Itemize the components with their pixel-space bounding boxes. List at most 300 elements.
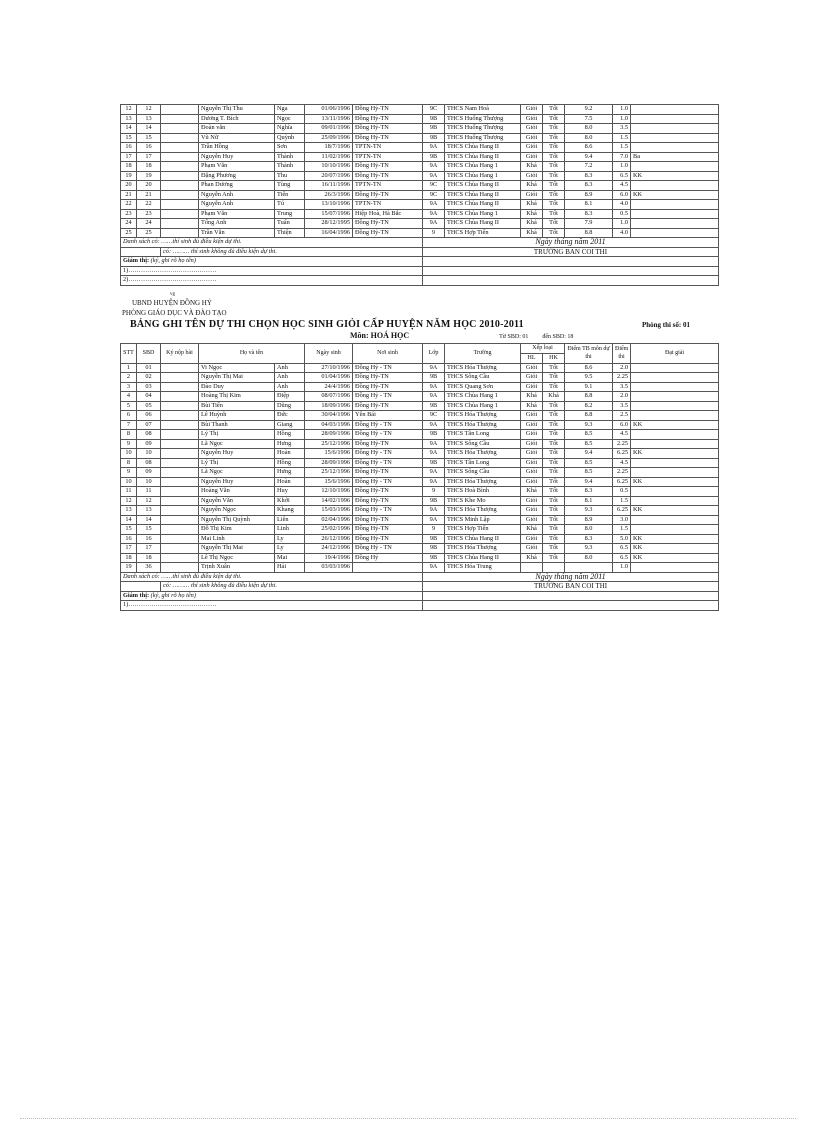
- table-row: [121, 143, 719, 153]
- report-title: BẢNG GHI TÊN DỰ THI CHỌN HỌC SINH GIỎI CẤP HUYỆN NĂM HỌC 2010-2011: [130, 318, 524, 330]
- cell-sign: [161, 171, 199, 181]
- cell-first-name: Nga: [275, 105, 305, 115]
- cell-pob: Đồng Hỷ: [353, 553, 423, 563]
- cell-sbd: 18: [137, 162, 161, 172]
- cell-class: 9B: [423, 152, 445, 162]
- cell-avg: 7.2: [565, 162, 613, 172]
- cell-stt: 25: [121, 228, 137, 238]
- cell-sbd: 17: [137, 152, 161, 162]
- cell-score: 4.5: [613, 181, 631, 191]
- cell-sign: [161, 200, 199, 210]
- table-row: [121, 105, 719, 115]
- cell-avg: 8.5: [565, 439, 613, 449]
- cell-score: 6.5: [613, 553, 631, 563]
- cell-prize: KK: [631, 506, 719, 516]
- date-line: Ngày tháng năm 2011: [423, 572, 719, 582]
- cell-class: 9B: [423, 124, 445, 134]
- table-row: [121, 152, 719, 162]
- cell-school: THCS Sông Cầu: [445, 468, 521, 478]
- cell-prize: [631, 468, 719, 478]
- cell-sign: [161, 392, 199, 402]
- table-row: [121, 496, 719, 506]
- cell-avg: 8.2: [565, 401, 613, 411]
- cell-stt: 16: [121, 143, 137, 153]
- table-row: [121, 200, 719, 210]
- cell-class: 9A: [423, 209, 445, 219]
- cell-hk: Tốt: [543, 124, 565, 134]
- cell-hl: Giỏi: [521, 363, 543, 373]
- cell-prize: [631, 525, 719, 535]
- cell-class: 9B: [423, 373, 445, 383]
- cell-hk: Khá: [543, 392, 565, 402]
- cell-hk: Tốt: [543, 200, 565, 210]
- cell-first-name: Ngọc: [275, 114, 305, 124]
- cell-dob: 25/09/1996: [305, 133, 353, 143]
- cell-dob: 27/10/1996: [305, 363, 353, 373]
- cell-school: THCS Hóa Thượng: [445, 411, 521, 421]
- cell-school: THCS Chùa Hang II: [445, 190, 521, 200]
- cell-class: 9C: [423, 411, 445, 421]
- cell-sbd: 05: [137, 401, 161, 411]
- board-label: TRƯỞNG BAN COI THI: [423, 247, 719, 257]
- cell-sign: [161, 563, 199, 573]
- cell-first-name: Hưng: [275, 439, 305, 449]
- cell-score: 3.5: [613, 382, 631, 392]
- cell-sbd: 10: [137, 477, 161, 487]
- table-row: [121, 468, 719, 478]
- cell-name: Nguyễn Thị Mai: [199, 373, 275, 383]
- cell-dob: 28/09/1996: [305, 458, 353, 468]
- cell-first-name: Hoàn: [275, 477, 305, 487]
- cell-dob: 02/04/1996: [305, 515, 353, 525]
- cell-prize: KK: [631, 477, 719, 487]
- cell-prize: [631, 133, 719, 143]
- cell-first-name: Hoàn: [275, 449, 305, 459]
- cell-sbd: 15: [137, 525, 161, 535]
- cell-sbd: 01: [137, 363, 161, 373]
- cell-class: 9C: [423, 105, 445, 115]
- examiners-note: (ký, ghi rõ họ tên): [150, 591, 196, 599]
- cell-dob: 26/12/1996: [305, 534, 353, 544]
- cell-pob: TPTN-TN: [353, 152, 423, 162]
- cell-dob: 15/03/1996: [305, 506, 353, 516]
- cell-pob: Đồng Hỷ-TN: [353, 525, 423, 535]
- cell-sign: [161, 363, 199, 373]
- cell-hk: Tốt: [543, 525, 565, 535]
- cell-hl: Giỏi: [521, 449, 543, 459]
- cell-stt: 17: [121, 152, 137, 162]
- cell-dob: 14/02/1996: [305, 496, 353, 506]
- cell-school: THCS Nam Hoà: [445, 105, 521, 115]
- cell-dob: 01/06/1996: [305, 105, 353, 115]
- cell-name: Lã Ngọc: [199, 468, 275, 478]
- cell-first-name: Mai: [275, 553, 305, 563]
- table-row: [121, 563, 719, 573]
- stray-mark: vg: [170, 291, 175, 297]
- cell-score: 2.25: [613, 439, 631, 449]
- cell-prize: [631, 105, 719, 115]
- cell-dob: 08/07/1996: [305, 392, 353, 402]
- cell-sbd: 13: [137, 506, 161, 516]
- cell-stt: 14: [121, 124, 137, 134]
- cell-prize: [631, 515, 719, 525]
- col-hl: HL: [521, 353, 543, 363]
- cell-hl: Khá: [521, 525, 543, 535]
- cell-pob: Đồng Hỷ - TN: [353, 420, 423, 430]
- cell-avg: 8.6: [565, 143, 613, 153]
- cell-dob: 16/11/1996: [305, 181, 353, 191]
- cell-pob: Đồng Hỷ - TN: [353, 506, 423, 516]
- cell-avg: 8.1: [565, 496, 613, 506]
- cell-school: THCS Hoà Bình: [445, 487, 521, 497]
- cell-pob: Đồng Hỷ-TN: [353, 468, 423, 478]
- cell-first-name: Khang: [275, 506, 305, 516]
- cell-score: 3.5: [613, 124, 631, 134]
- cell-pob: Đồng Hỷ - TN: [353, 392, 423, 402]
- col-name: Họ và tên: [199, 343, 305, 363]
- cell-sign: [161, 439, 199, 449]
- table-row: [121, 515, 719, 525]
- cell-school: THCS Huống Thượng: [445, 124, 521, 134]
- cell-dob: 15/6/1996: [305, 477, 353, 487]
- cell-sbd: 12: [137, 105, 161, 115]
- cell-class: 9A: [423, 219, 445, 229]
- cell-sign: [161, 468, 199, 478]
- cell-stt: 6: [121, 411, 137, 421]
- cell-hl: Khá: [521, 181, 543, 191]
- cell-first-name: Hồng: [275, 430, 305, 440]
- table-row: [121, 439, 719, 449]
- cell-score: 1.5: [613, 525, 631, 535]
- cell-hl: Khá: [521, 209, 543, 219]
- cell-school: THCS Hóa Thượng: [445, 449, 521, 459]
- cell-avg: 8.8: [565, 392, 613, 402]
- cell-first-name: Tú: [275, 200, 305, 210]
- cell-sign: [161, 162, 199, 172]
- cell-sign: [161, 525, 199, 535]
- cell-hl: Giỏi: [521, 143, 543, 153]
- cell-name: Trịnh Xuân: [199, 563, 275, 573]
- cell-hl: Giỏi: [521, 506, 543, 516]
- cell-sign: [161, 181, 199, 191]
- cell-score: 1.5: [613, 496, 631, 506]
- cell-sbd: 03: [137, 382, 161, 392]
- cell-stt: 8: [121, 458, 137, 468]
- cell-hl: Giỏi: [521, 114, 543, 124]
- cell-school: THCS Chùa Hang 1: [445, 209, 521, 219]
- cell-score: 2.5: [613, 411, 631, 421]
- cell-name: Đặng Phương: [199, 171, 275, 181]
- cell-avg: 8.3: [565, 209, 613, 219]
- cell-class: 9A: [423, 171, 445, 181]
- cell-prize: KK: [631, 553, 719, 563]
- table-row: [121, 449, 719, 459]
- table-row: [121, 525, 719, 535]
- cell-dob: 20/07/1996: [305, 171, 353, 181]
- cell-school: THCS Tân Long: [445, 458, 521, 468]
- cell-sbd: 36: [137, 563, 161, 573]
- top-table: [120, 104, 719, 286]
- cell-hk: Tốt: [543, 382, 565, 392]
- cell-dob: 28/09/1996: [305, 430, 353, 440]
- cell-prize: [631, 114, 719, 124]
- cell-avg: 9.4: [565, 449, 613, 459]
- cell-stt: 16: [121, 534, 137, 544]
- col-sign: Ký nộp bài: [161, 343, 199, 363]
- cell-pob: TPTN-TN: [353, 143, 423, 153]
- table-row: [121, 392, 719, 402]
- cell-name: Lý Thị: [199, 430, 275, 440]
- cell-name: Đoàn văn: [199, 124, 275, 134]
- cell-stt: 9: [121, 439, 137, 449]
- cell-hl: Giỏi: [521, 152, 543, 162]
- cell-name: Trần Hồng: [199, 143, 275, 153]
- cell-hk: Tốt: [543, 105, 565, 115]
- table-row: [121, 171, 719, 181]
- cell-first-name: Linh: [275, 525, 305, 535]
- cell-name: Lê Thị Ngọc: [199, 553, 275, 563]
- cell-avg: 8.5: [565, 458, 613, 468]
- cell-score: 1.0: [613, 563, 631, 573]
- cell-hl: Giỏi: [521, 382, 543, 392]
- col-class: Lớp: [423, 343, 445, 363]
- cell-class: 9A: [423, 515, 445, 525]
- cell-hl: Giỏi: [521, 496, 543, 506]
- examiners-label: Giám thị:: [123, 591, 150, 599]
- col-dob: Ngày sinh: [305, 343, 353, 363]
- cell-hk: Tốt: [543, 401, 565, 411]
- cell-stt: 1: [121, 363, 137, 373]
- table-row: [121, 162, 719, 172]
- cell-avg: 9.2: [565, 105, 613, 115]
- table-row: [121, 181, 719, 191]
- cell-first-name: Thiện: [275, 228, 305, 238]
- cell-sign: [161, 143, 199, 153]
- cell-sbd: 02: [137, 373, 161, 383]
- table-row: [121, 373, 719, 383]
- cell-hk: Tốt: [543, 114, 565, 124]
- cell-sbd: 13: [137, 114, 161, 124]
- cell-school: THCS Chùa Hang 1: [445, 392, 521, 402]
- cell-stt: 8: [121, 430, 137, 440]
- cell-class: 9A: [423, 162, 445, 172]
- cell-sbd: 17: [137, 544, 161, 554]
- cell-prize: [631, 430, 719, 440]
- cell-hk: Tốt: [543, 458, 565, 468]
- cell-avg: [565, 563, 613, 573]
- col-avg: Điểm TB môn dự thi: [565, 343, 613, 363]
- cell-class: 9A: [423, 468, 445, 478]
- table-row: [121, 114, 719, 124]
- cell-sign: [161, 477, 199, 487]
- cell-avg: 8.9: [565, 190, 613, 200]
- cell-avg: 8.3: [565, 487, 613, 497]
- cell-pob: Đồng Hỷ-TN: [353, 373, 423, 383]
- cell-dob: 15/6/1996: [305, 449, 353, 459]
- cell-school: THCS Tân Long: [445, 430, 521, 440]
- cell-name: Lý Thị: [199, 458, 275, 468]
- cell-hk: Tốt: [543, 411, 565, 421]
- table-row: [121, 544, 719, 554]
- cell-hk: Tốt: [543, 420, 565, 430]
- cell-sbd: 25: [137, 228, 161, 238]
- cell-sbd: 19: [137, 171, 161, 181]
- table-row: [121, 553, 719, 563]
- cell-score: 6.25: [613, 449, 631, 459]
- cell-dob: 11/02/1996: [305, 152, 353, 162]
- cell-avg: 8.0: [565, 124, 613, 134]
- cell-class: 9A: [423, 382, 445, 392]
- cell-sign: [161, 190, 199, 200]
- cell-name: Nguyễn Thị Thu: [199, 105, 275, 115]
- signature-line-2: 2)……………………………………: [121, 276, 423, 286]
- cell-pob: Đồng Hỷ-TN: [353, 382, 423, 392]
- cell-school: THCS Hợp Tiến: [445, 525, 521, 535]
- cell-hl: Giỏi: [521, 534, 543, 544]
- cell-class: 9B: [423, 496, 445, 506]
- cell-hl: Giỏi: [521, 468, 543, 478]
- cell-avg: 8.5: [565, 468, 613, 478]
- cell-name: Nguyễn Anh: [199, 200, 275, 210]
- cell-dob: 26/3/1996: [305, 190, 353, 200]
- cell-avg: 9.4: [565, 152, 613, 162]
- page-bottom-divider: [20, 1118, 796, 1119]
- cell-dob: 09/01/1996: [305, 124, 353, 134]
- cell-prize: [631, 143, 719, 153]
- cell-score: 2.0: [613, 392, 631, 402]
- col-rank: Xếp loại: [521, 343, 565, 353]
- cell-school: THCS Chùa Hang II: [445, 534, 521, 544]
- cell-first-name: Dũng: [275, 401, 305, 411]
- cell-class: 9A: [423, 506, 445, 516]
- cell-avg: 8.3: [565, 181, 613, 191]
- cell-sbd: 06: [137, 411, 161, 421]
- table-row: [121, 411, 719, 421]
- cell-score: 2.25: [613, 373, 631, 383]
- cell-prize: [631, 439, 719, 449]
- cell-name: Nguyễn Thị Quỳnh: [199, 515, 275, 525]
- cell-hk: Tốt: [543, 162, 565, 172]
- cell-hl: Giỏi: [521, 515, 543, 525]
- cell-prize: [631, 200, 719, 210]
- cell-hl: Khá: [521, 219, 543, 229]
- cell-school: THCS Hóa Thượng: [445, 477, 521, 487]
- cell-name: Vi Ngọc: [199, 363, 275, 373]
- table-row: [121, 124, 719, 134]
- cell-sign: [161, 515, 199, 525]
- cell-stt: 21: [121, 190, 137, 200]
- cell-sign: [161, 544, 199, 554]
- cell-first-name: Thành: [275, 162, 305, 172]
- cell-school: THCS Chùa Hang II: [445, 143, 521, 153]
- date-line: Ngày tháng năm 2011: [423, 238, 719, 248]
- cell-school: THCS Chùa Hang 1: [445, 162, 521, 172]
- cell-hk: Tốt: [543, 373, 565, 383]
- table-row: [121, 228, 719, 238]
- cell-school: THCS Hóa Trung: [445, 563, 521, 573]
- cell-stt: 11: [121, 487, 137, 497]
- cell-hk: Tốt: [543, 152, 565, 162]
- cell-stt: 12: [121, 496, 137, 506]
- cell-school: THCS Sông Cầu: [445, 439, 521, 449]
- cell-dob: 28/12/1995: [305, 219, 353, 229]
- cell-score: 5.0: [613, 534, 631, 544]
- cell-first-name: Hồng: [275, 458, 305, 468]
- cell-class: 9A: [423, 563, 445, 573]
- table-row: [121, 190, 719, 200]
- col-school: Trường: [445, 343, 521, 363]
- cell-school: THCS Chùa Hang II: [445, 181, 521, 191]
- cell-stt: 3: [121, 382, 137, 392]
- cell-name: Đỗ Thị Kim: [199, 525, 275, 535]
- cell-prize: KK: [631, 190, 719, 200]
- cell-name: Nguyễn Anh: [199, 190, 275, 200]
- list-line-2: có: ……… thí sinh không đủ điều kiện dự thi.: [161, 582, 423, 592]
- cell-name: Nguyễn Ngọc: [199, 506, 275, 516]
- cell-avg: 9.4: [565, 477, 613, 487]
- top-table-body: [121, 105, 719, 238]
- cell-stt: 17: [121, 544, 137, 554]
- cell-avg: 9.3: [565, 506, 613, 516]
- cell-class: 9: [423, 487, 445, 497]
- cell-stt: 14: [121, 515, 137, 525]
- cell-school: THCS Chùa Hang 1: [445, 171, 521, 181]
- cell-hk: Tốt: [543, 449, 565, 459]
- list-line: Danh sách có: ……thí sinh đủ điều kiện dự thi.: [121, 572, 423, 582]
- cell-hk: Tốt: [543, 190, 565, 200]
- cell-stt: 13: [121, 114, 137, 124]
- cell-score: 1.0: [613, 114, 631, 124]
- cell-score: 6.0: [613, 190, 631, 200]
- cell-name: Nguyễn Văn: [199, 496, 275, 506]
- cell-stt: 7: [121, 420, 137, 430]
- table-row: [121, 382, 719, 392]
- table-row: [121, 219, 719, 229]
- cell-hl: Giỏi: [521, 105, 543, 115]
- examiners-label: Giám thị:: [123, 257, 150, 264]
- cell-first-name: Tùng: [275, 181, 305, 191]
- cell-hk: Tốt: [543, 133, 565, 143]
- cell-stt: 20: [121, 181, 137, 191]
- cell-name: Lã Ngọc: [199, 439, 275, 449]
- candidate-table-body: [121, 363, 719, 572]
- table-row: [121, 209, 719, 219]
- cell-class: 9C: [423, 181, 445, 191]
- cell-first-name: Khởi: [275, 496, 305, 506]
- dept-name: PHÒNG GIÁO DỤC VÀ ĐÀO TẠO: [122, 308, 227, 317]
- cell-score: 6.0: [613, 420, 631, 430]
- cell-stt: 24: [121, 219, 137, 229]
- cell-prize: Ba: [631, 152, 719, 162]
- cell-first-name: Đức: [275, 411, 305, 421]
- cell-dob: 10/10/1996: [305, 162, 353, 172]
- cell-prize: [631, 373, 719, 383]
- cell-sbd: 14: [137, 124, 161, 134]
- col-sbd: SBD: [137, 343, 161, 363]
- cell-dob: 24/12/1996: [305, 544, 353, 554]
- table-row: [121, 363, 719, 373]
- cell-prize: [631, 228, 719, 238]
- cell-school: THCS Sông Cầu: [445, 373, 521, 383]
- signature-line-1: 1)……………………………………: [121, 266, 423, 276]
- cell-hl: Khá: [521, 401, 543, 411]
- col-stt: STT: [121, 343, 137, 363]
- cell-stt: 15: [121, 133, 137, 143]
- list-line-2: có: ……… thí sinh không đủ điều kiện dự thi.: [161, 247, 423, 257]
- cell-pob: Đồng Hỷ-TN: [353, 401, 423, 411]
- cell-pob: Đồng Hỷ-TN: [353, 228, 423, 238]
- cell-avg: 8.6: [565, 363, 613, 373]
